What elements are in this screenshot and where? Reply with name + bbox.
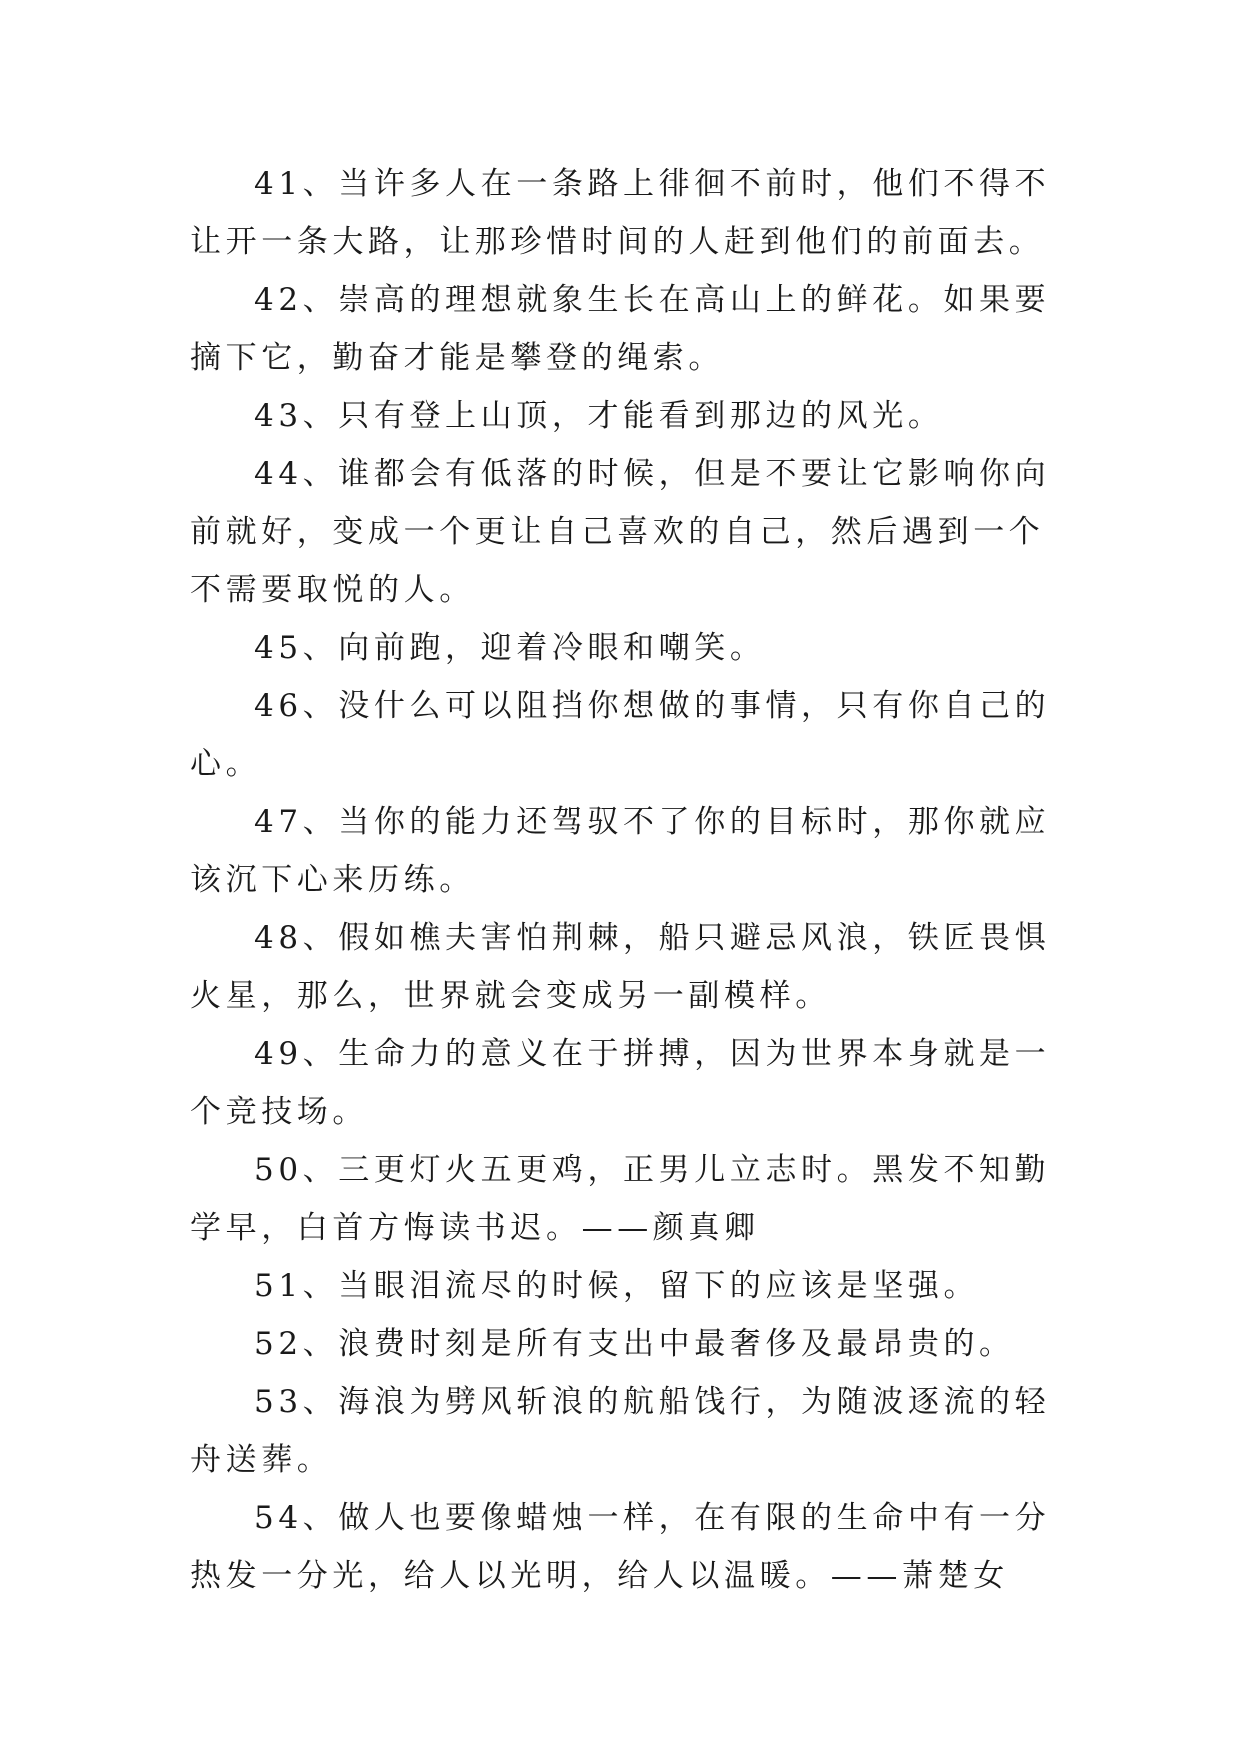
paragraph-49: 49、生命力的意义在于拼搏，因为世界本身就是一个竞技场。	[190, 1036, 1051, 1130]
paragraph-53: 53、海浪为劈风斩浪的航船饯行，为随波逐流的轻舟送葬。	[190, 1384, 1051, 1478]
paragraph-43: 43、只有登上山顶，才能看到那边的风光。	[254, 398, 944, 434]
paragraph-44: 44、谁都会有低落的时候，但是不要让它影响你向前就好，变成一个更让自己喜欢的自己，然后遇到一个不需要取悦的人。	[190, 456, 1051, 608]
paragraph-51: 51、当眼泪流尽的时候，留下的应该是坚强。	[254, 1268, 980, 1304]
paragraph-47: 47、当你的能力还驾驭不了你的目标时，那你就应该沉下心来历练。	[190, 804, 1051, 898]
paragraph-52: 52、浪费时刻是所有支出中最奢侈及最昂贵的。	[254, 1326, 1015, 1362]
paragraph-41: 41、当许多人在一条路上徘徊不前时，他们不得不让开一条大路，让那珍惜时间的人赶到他们的前面去。	[190, 166, 1051, 260]
document-body	[190, 155, 1060, 1605]
paragraph-46: 46、没什么可以阻挡你想做的事情，只有你自己的心。	[190, 688, 1051, 782]
paragraph-42: 42、崇高的理想就象生长在高山上的鲜花。如果要摘下它，勤奋才能是攀登的绳索。	[190, 282, 1051, 376]
paragraph-48: 48、假如樵夫害怕荆棘，船只避忌风浪，铁匠畏惧火星，那么，世界就会变成另一副模样。	[190, 920, 1051, 1014]
paragraph-50: 50、三更灯火五更鸡，正男儿立志时。黑发不知勤学早，白首方悔读书迟。——颜真卿	[190, 1152, 1051, 1246]
paragraph-54: 54、做人也要像蜡烛一样，在有限的生命中有一分热发一分光，给人以光明，给人以温暖。——萧楚女	[190, 1500, 1051, 1594]
paragraph-45: 45、向前跑，迎着冷眼和嘲笑。	[254, 630, 766, 666]
